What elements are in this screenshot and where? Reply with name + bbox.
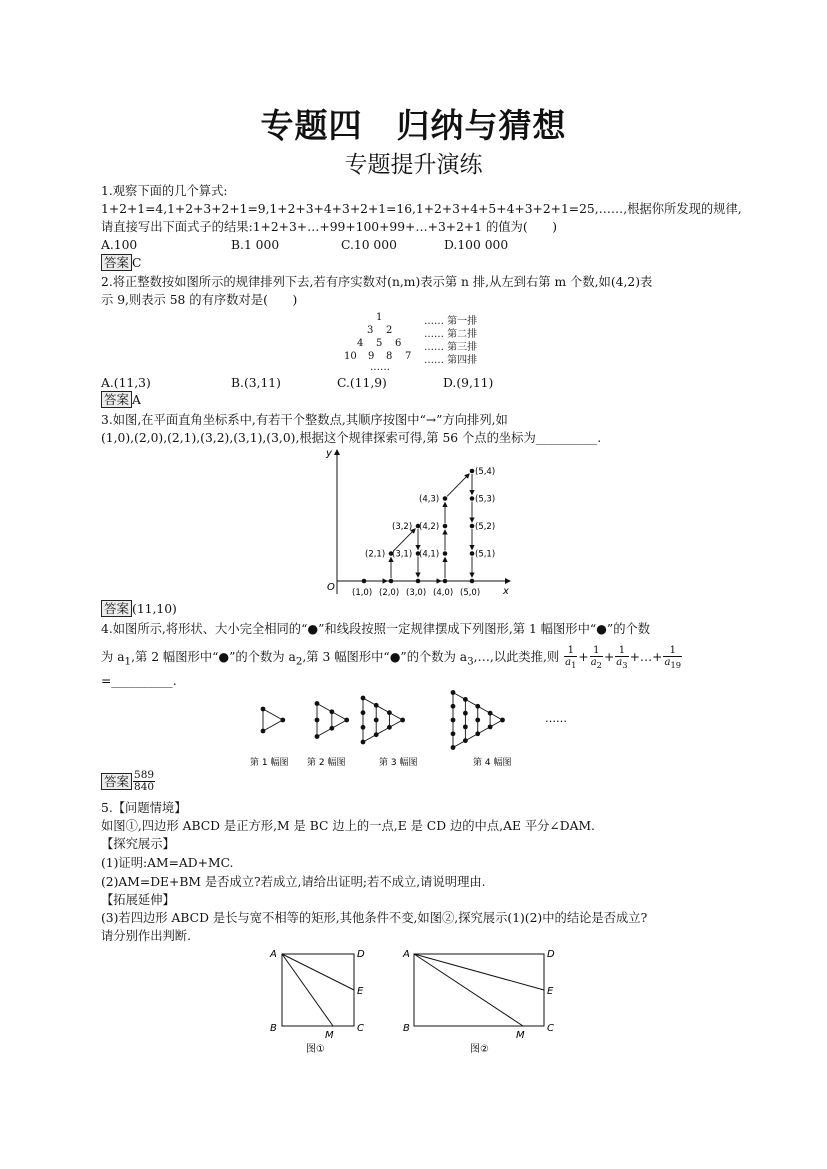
q3-answer-value: (11,10) <box>132 602 177 616</box>
q1-lead: 1.观察下面的几个算式: <box>101 184 228 198</box>
tri-num: 4 <box>357 338 364 349</box>
label-c: C <box>547 1023 554 1034</box>
q5-p2: (1)证明:AM=AD+MC. <box>101 856 234 870</box>
frac-den <box>663 657 682 671</box>
lattice-point <box>362 579 367 584</box>
q5-figure-1 <box>262 944 377 1059</box>
path-arrow <box>393 529 415 552</box>
tri-ellipsis: …… <box>370 362 390 373</box>
segment-ae <box>414 954 544 990</box>
tri-num: 10 <box>344 351 357 362</box>
tri-num: 1 <box>376 312 383 323</box>
tri-num: 3 <box>367 325 374 336</box>
origin-label: O <box>327 582 335 593</box>
frac-den <box>615 657 628 671</box>
point-label: (3,2) <box>392 522 413 532</box>
dot <box>463 697 468 702</box>
q4-text: ,…,以此类推,则 <box>473 650 560 664</box>
lattice-point <box>443 579 448 584</box>
path-arrow <box>447 474 469 497</box>
lattice-point <box>389 579 394 584</box>
plus-dots: +…+ <box>629 650 663 664</box>
answer-label: 答案 <box>101 773 132 790</box>
tri-num: 7 <box>405 351 412 362</box>
dot <box>315 701 320 706</box>
dot <box>475 704 480 709</box>
q2-number-triangle <box>330 312 510 374</box>
q1-option-d: D.100 000 <box>444 238 509 252</box>
point-label: (4,2) <box>419 522 440 532</box>
q1-answer-value: C <box>132 256 142 270</box>
fig-label-3: 第 3 幅图 <box>379 758 418 768</box>
tri-num: 9 <box>368 351 375 362</box>
frac-num: 1 <box>615 645 628 657</box>
tri-num: 6 <box>395 338 402 349</box>
label-d: D <box>547 949 555 960</box>
label-m: M <box>516 1030 525 1041</box>
page-subtitle: 专题提升演练 <box>344 152 483 178</box>
label-a: A <box>270 949 277 960</box>
dot <box>463 711 468 716</box>
figure-caption-2: 图② <box>470 1044 489 1055</box>
point-label: (4,3) <box>419 494 440 505</box>
tri-num: 5 <box>376 338 383 349</box>
answer-label: 答案 <box>101 391 132 408</box>
q2-answer-value: A <box>132 393 141 407</box>
q1-option-c: C.10 000 <box>341 238 397 252</box>
point-label: (3,1) <box>392 549 413 560</box>
q5-figure-2 <box>398 944 568 1059</box>
segment-am <box>414 954 523 1026</box>
label-m: M <box>325 1030 334 1041</box>
dot-segment <box>363 720 403 742</box>
dot-segment <box>263 720 283 731</box>
fig-label-4: 第 4 幅图 <box>473 758 512 768</box>
dot <box>374 703 379 708</box>
q2-option-b: B.(3,11) <box>231 376 281 390</box>
frac-num: 1 <box>590 645 603 657</box>
lattice-point <box>443 496 448 501</box>
dot <box>374 732 379 737</box>
frac-sub: 2 <box>596 659 602 670</box>
q3-line2: (1,0),(2,0),(2,1),(3,2),(3,1),(3,0),根据这个规律探索可得,第 56 个点的坐标为__________. <box>101 431 602 445</box>
label-e: E <box>547 986 554 997</box>
dot <box>261 729 266 734</box>
dot <box>475 731 480 736</box>
q4-sub: 3 <box>467 655 474 668</box>
answer-num: 589 <box>134 769 155 781</box>
dot <box>451 690 456 695</box>
label-d: D <box>357 949 365 960</box>
page-title: 专题四 归纳与猜想 <box>260 106 567 145</box>
frac-19 <box>663 645 682 671</box>
lattice-point <box>416 579 421 584</box>
dot <box>315 718 320 723</box>
q4-line3: =__________. <box>101 674 177 688</box>
q5-p1: 如图①,四边形 ABCD 是正方形,M 是 BC 边上的一点,E 是 CD 边的中点,AE 平分∠DAM. <box>101 819 595 833</box>
dot <box>261 707 266 712</box>
frac-a: a <box>565 656 572 668</box>
dot <box>387 710 392 715</box>
dot <box>451 718 456 723</box>
point-label: (1,0) <box>352 588 373 598</box>
lattice-point <box>470 469 475 474</box>
point-label: (5,4) <box>475 467 496 477</box>
answer-den: 840 <box>134 781 155 793</box>
frac-sub: 3 <box>622 659 628 670</box>
lattice-point <box>470 496 475 501</box>
point-label: (3,0) <box>406 588 427 598</box>
x-axis-label: x <box>503 586 509 597</box>
dot <box>463 724 468 729</box>
frac-sub: 1 <box>571 659 577 670</box>
frac-num: 1 <box>663 645 682 657</box>
dot <box>488 724 493 729</box>
q3-line1: 3.如图,在平面直角坐标系中,有若干个整数点,其顺序按图中“→”方向排列,如 <box>101 413 508 427</box>
frac-num: 1 <box>564 645 577 657</box>
lattice-point <box>443 524 448 529</box>
point-label: (2,1) <box>365 549 386 560</box>
segment-am <box>282 954 333 1026</box>
tri-row-label: …… 第一排 <box>424 316 478 327</box>
dot <box>400 718 405 723</box>
q5-h3: 【拓展延伸】 <box>101 893 175 907</box>
q4-text: 为 a <box>101 650 125 664</box>
lattice-point <box>470 551 475 556</box>
dot <box>361 740 366 745</box>
dot <box>329 726 334 731</box>
frac-den <box>564 657 577 671</box>
frac-3 <box>615 645 628 671</box>
fig-label-1: 第 1 幅图 <box>250 758 289 768</box>
q2-line2: 示 9,则表示 58 的有序数对是( ) <box>101 293 298 307</box>
point-label: (5,1) <box>475 549 496 560</box>
label-b: B <box>403 1023 410 1034</box>
q4-answer-fraction <box>133 770 155 793</box>
q3-coordinate-diagram <box>310 444 520 599</box>
plus: + <box>603 650 615 664</box>
segment-ae <box>282 954 354 990</box>
frac-1 <box>564 645 577 671</box>
dot-figures <box>261 690 505 750</box>
q5-p5: 请分别作出判断. <box>101 929 191 943</box>
q5-h2: 【探究展示】 <box>101 837 175 851</box>
square-abcd <box>282 954 354 1026</box>
q5-p4: (3)若四边形 ABCD 是长与宽不相等的矩形,其他条件不变,如图②,探究展示(1)(2)中的结论是否成立? <box>101 911 648 925</box>
dot <box>280 718 285 723</box>
frac-a: a <box>590 656 597 668</box>
q1-option-b: B.1 000 <box>231 238 280 252</box>
dot <box>463 738 468 743</box>
tri-row-label: …… 第三排 <box>424 342 478 353</box>
lattice-point <box>470 524 475 529</box>
q1-line1: 1+2+1=4,1+2+3+2+1=9,1+2+3+4+3+2+1=16,1+2+3+4+5+4+3+2+1=25,……,根据你所发现的规律, <box>101 202 742 216</box>
q4-answer <box>101 770 156 793</box>
tri-num: 8 <box>386 351 393 362</box>
frac-sub: 19 <box>670 659 682 670</box>
point-label: (2,0) <box>379 588 400 598</box>
point-label: (5,3) <box>475 494 496 505</box>
dot <box>361 696 366 701</box>
tri-num: 2 <box>386 325 393 336</box>
point-label: (5,2) <box>475 522 496 532</box>
tri-row-label: …… 第四排 <box>424 355 478 366</box>
plus: + <box>578 650 589 664</box>
q3-answer <box>101 600 741 618</box>
q4-text: ,第 2 幅图形中“●”的个数为 a <box>131 650 296 664</box>
label-e: E <box>357 986 364 997</box>
dot <box>500 718 505 723</box>
label-a: A <box>403 949 410 960</box>
dot <box>374 718 379 723</box>
dot <box>344 718 349 723</box>
dot <box>451 731 456 736</box>
answer-label: 答案 <box>101 600 132 617</box>
q4-line2 <box>101 644 741 674</box>
q2-answer <box>101 391 741 409</box>
q1-option-a: A.100 <box>101 238 138 252</box>
q5-p3: (2)AM=DE+BM 是否成立?若成立,请给出证明;若不成立,请说明理由. <box>101 875 486 889</box>
q2-option-a: A.(11,3) <box>101 376 151 390</box>
q1-line2: 请直接写出下面式子的结果:1+2+3+…+99+100+99+…+3+2+1 的值为( ) <box>101 220 558 234</box>
q4-figures <box>245 682 585 770</box>
q4-line1: 4.如图所示,将形状、大小完全相同的“●”和线段按照一定规律摆成下列图形,第 1 幅图形中“●”的个数 <box>101 622 651 636</box>
y-axis-label: y <box>326 448 332 459</box>
frac-a: a <box>664 656 671 668</box>
dot-segment <box>263 709 283 720</box>
dot <box>488 711 493 716</box>
frac-2 <box>590 645 603 671</box>
q4-text: ,第 3 幅图形中“●”的个数为 a <box>302 650 468 664</box>
dot <box>361 725 366 730</box>
q5-head: 5.【问题情境】 <box>101 801 187 815</box>
lattice-point <box>443 551 448 556</box>
dot <box>329 709 334 714</box>
q2-option-d: D.(9,11) <box>443 376 494 390</box>
q4-sub: 2 <box>295 655 303 668</box>
answer-label: 答案 <box>101 254 132 271</box>
rectangle-abcd <box>414 954 544 1026</box>
q3-path <box>352 467 495 598</box>
label-c: C <box>357 1023 364 1034</box>
dot <box>387 725 392 730</box>
dot <box>315 734 320 739</box>
q4-sub: 1 <box>124 655 132 668</box>
fig-label-2: 第 2 幅图 <box>307 758 346 768</box>
dot <box>451 704 456 709</box>
frac-den <box>590 657 603 671</box>
label-b: B <box>270 1023 277 1034</box>
frac-a: a <box>616 656 623 668</box>
dot-segment <box>363 698 403 720</box>
lattice-point <box>470 579 475 584</box>
tri-row-label: …… 第二排 <box>424 329 478 340</box>
q2-option-c: C.(11,9) <box>337 376 387 390</box>
point-label: (5,0) <box>460 588 481 598</box>
point-label: (4,0) <box>433 588 454 598</box>
figures-more: …… <box>545 712 567 725</box>
point-label: (4,1) <box>419 549 440 560</box>
q2-line1: 2.将正整数按如图所示的规律排列下去,若有序实数对(n,m)表示第 n 排,从左到右第 m 个数,如(4,2)表 <box>101 275 653 289</box>
figure-caption-1: 图① <box>306 1044 325 1055</box>
q1-answer <box>101 254 741 272</box>
dot <box>451 745 456 750</box>
dot <box>475 718 480 723</box>
dot <box>361 710 366 715</box>
